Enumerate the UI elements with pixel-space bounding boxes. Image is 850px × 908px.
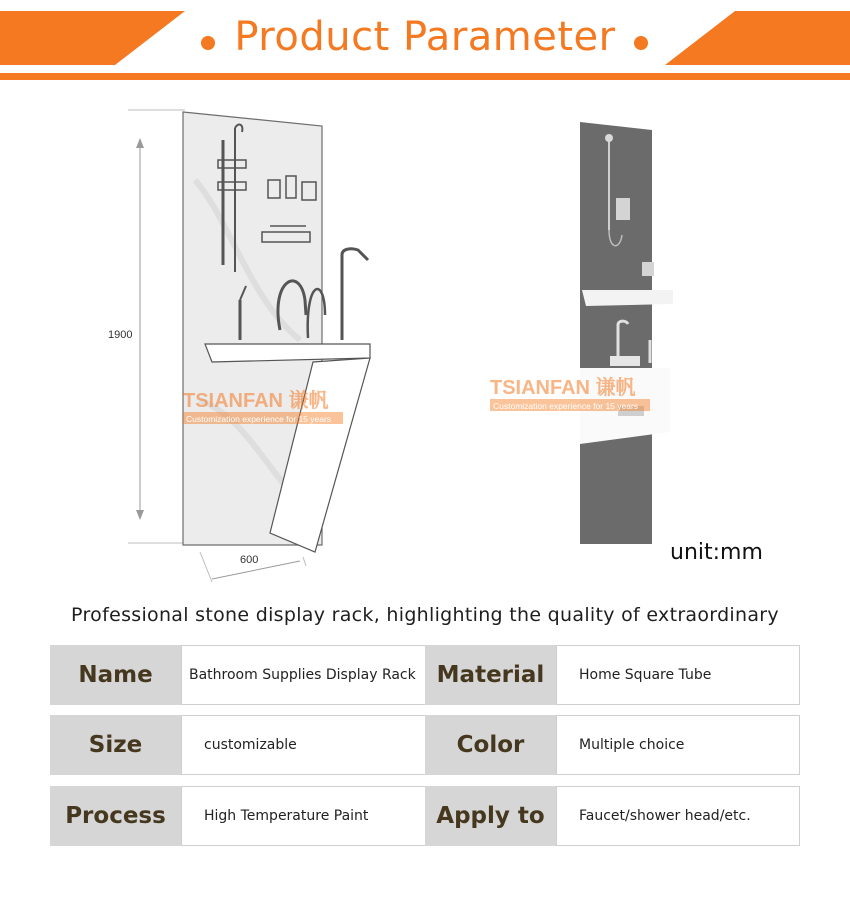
param-value: customizable	[181, 715, 425, 775]
watermark-slogan: Customization experience for 15 years	[186, 414, 332, 424]
param-label: Color	[425, 715, 556, 775]
param-label: Apply to	[425, 786, 556, 846]
product-photo	[470, 110, 700, 560]
param-row-process	[50, 786, 800, 846]
product-line-drawing	[100, 100, 400, 590]
height-dimension-label: 1900	[108, 329, 133, 341]
param-value: High Temperature Paint	[181, 786, 425, 846]
tagline: Professional stone display rack, highlighting the quality of extraordinary	[71, 604, 779, 626]
param-value: Multiple choice	[556, 715, 800, 775]
width-dimension-label: 600	[240, 554, 259, 566]
param-value: Home Square Tube	[556, 645, 800, 705]
param-row-size	[50, 715, 800, 775]
param-value: Faucet/shower head/etc.	[556, 786, 800, 846]
photo-watermark-brand: TSIANFAN 谦帆	[490, 377, 636, 399]
watermark-brand: TSIANFAN 谦帆	[183, 390, 329, 412]
param-label: Size	[50, 715, 181, 775]
param-label: Process	[50, 786, 181, 846]
photo-watermark-slogan: Customization experience for 15 years	[493, 401, 639, 411]
param-label: Name	[50, 645, 181, 705]
param-label: Material	[425, 645, 556, 705]
header-underline	[0, 73, 850, 80]
unit-label: unit:mm	[670, 540, 763, 565]
param-value: Bathroom Supplies Display Rack	[181, 645, 425, 705]
page-title: Product Parameter	[234, 14, 616, 60]
param-row-name	[50, 645, 800, 705]
